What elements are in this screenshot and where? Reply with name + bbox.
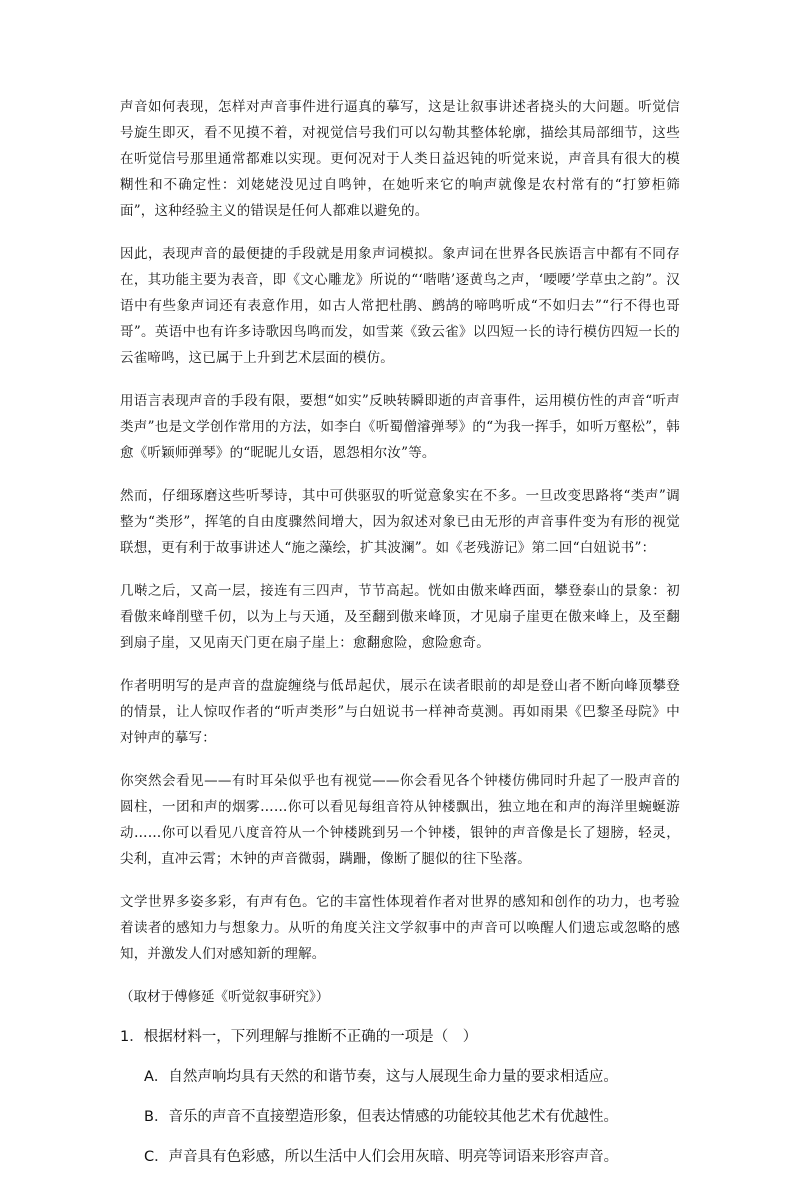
passage-paragraph-2: 因此，表现声音的最便捷的手段就是用象声词模拟。象声词在世界各民族语言中都有不同存在，其功能主要为表音，即《文心雕龙》所说的“‘喈喈’逐黄鸟之声，‘喓喓’学草虫之韵”。汉语中有些象声词还有表意作用，如古人常把杜鹃、鹧鸪的啼鸣听成“不如归去”“行不得也哥哥”。英语中也有许多诗歌因鸟鸣而发，如雪莱《致云雀》以四短一长的诗行模仿四短一长的云雀啼鸣，这已属于上升到艺术层面的模仿。: [120, 246, 680, 366]
passage-source: （取材于傅修延《听觉叙事研究》）: [120, 989, 330, 1005]
option-c[interactable]: C．声音具有色彩感，所以生活中人们会用灰暗、明亮等词语来形容声音。: [144, 1149, 619, 1165]
passage-paragraph-3: 用语言表现声音的手段有限，要想“如实”反映转瞬即逝的声音事件，运用模仿性的声音“听声类声”也是文学创作常用的方法，如李白《听蜀僧濬弹琴》的“为我一挥手，如听万壑松”，韩愈《听颖师弹琴》的“昵昵儿女语，恩怨相尔汝”等。: [120, 393, 680, 461]
passage-paragraph-4: 然而，仔细琢磨这些听琴诗，其中可供驱驭的听觉意象实在不多。一旦改变思路将“类声”调整为“类形”，挥笔的自由度骤然间增大，因为叙述对象已由无形的声音事件变为有形的视觉联想，更有利于故事讲述人“施之藻绘，扩其波澜”。如《老残游记》第二回“白妞说书”：: [120, 488, 680, 556]
passage-paragraph-8: 文学世界多姿多彩，有声有色。它的丰富性体现着作者对世界的感知和创作的功力，也考验着读者的感知力与想象力。从听的角度关注文学叙事中的声音可以唤醒人们遗忘或忽略的感知，并激发人们对感知新的理解。: [120, 894, 680, 962]
question-stem: 1．根据材料一，下列理解与推断不正确的一项是（ ）: [120, 1029, 478, 1045]
passage-quote-laocan: 几啭之后，又高一层，接连有三四声，节节高起。恍如由傲来峰西面，攀登泰山的景象：初看傲来峰削壁千仞，以为上与天通，及至翻到傲来峰顶，才见扇子崖更在傲来峰上，及至翻到扇子崖，又见南天门更在扇子崖上：愈翻愈险，愈险愈奇。: [120, 583, 680, 651]
option-a[interactable]: A．自然声响均具有天然的和谐节奏，这与人展现生命力量的要求相适应。: [144, 1069, 618, 1085]
passage-paragraph-1: 声音如何表现，怎样对声音事件进行逼真的摹写，这是让叙事讲述者挠头的大问题。听觉信号旋生即灭，看不见摸不着，对视觉信号我们可以勾勒其整体轮廓，描绘其局部细节，这些在听觉信号那里通常都难以实现。更何况对于人类日益迟钝的听觉来说，声音具有很大的模糊性和不确定性：刘姥姥没见过自鸣钟，在她听来它的响声就像是农村常有的“打箩柜筛面”，这种经验主义的错误是任何人都难以避免的。: [120, 99, 680, 219]
passage-quote-hugo: 你突然会看见——有时耳朵似乎也有视觉——你会看见各个钟楼仿佛同时升起了一股声音的圆柱，一团和声的烟雾……你可以看见每组音符从钟楼飘出，独立地在和声的海洋里蜿蜒游动……你可以看见八度音符从一个钟楼跳到另一个钟楼，银钟的声音像是长了翅膀，轻灵，尖利，直冲云霄；木钟的声音微弱，蹒跚，像断了腿似的往下坠落。: [120, 773, 680, 867]
document-page: [120, 94, 680, 1184]
passage-paragraph-6: 作者明明写的是声音的盘旋缠绕与低昂起伏，展示在读者眼前的却是登山者不断向峰顶攀登的情景，让人惊叹作者的“听声类形”与白妞说书一样神奇莫测。再如雨果《巴黎圣母院》中对钟声的摹写：: [120, 678, 680, 746]
option-b[interactable]: B．音乐的声音不直接塑造形象，但表达情感的功能较其他艺术有优越性。: [144, 1109, 618, 1125]
